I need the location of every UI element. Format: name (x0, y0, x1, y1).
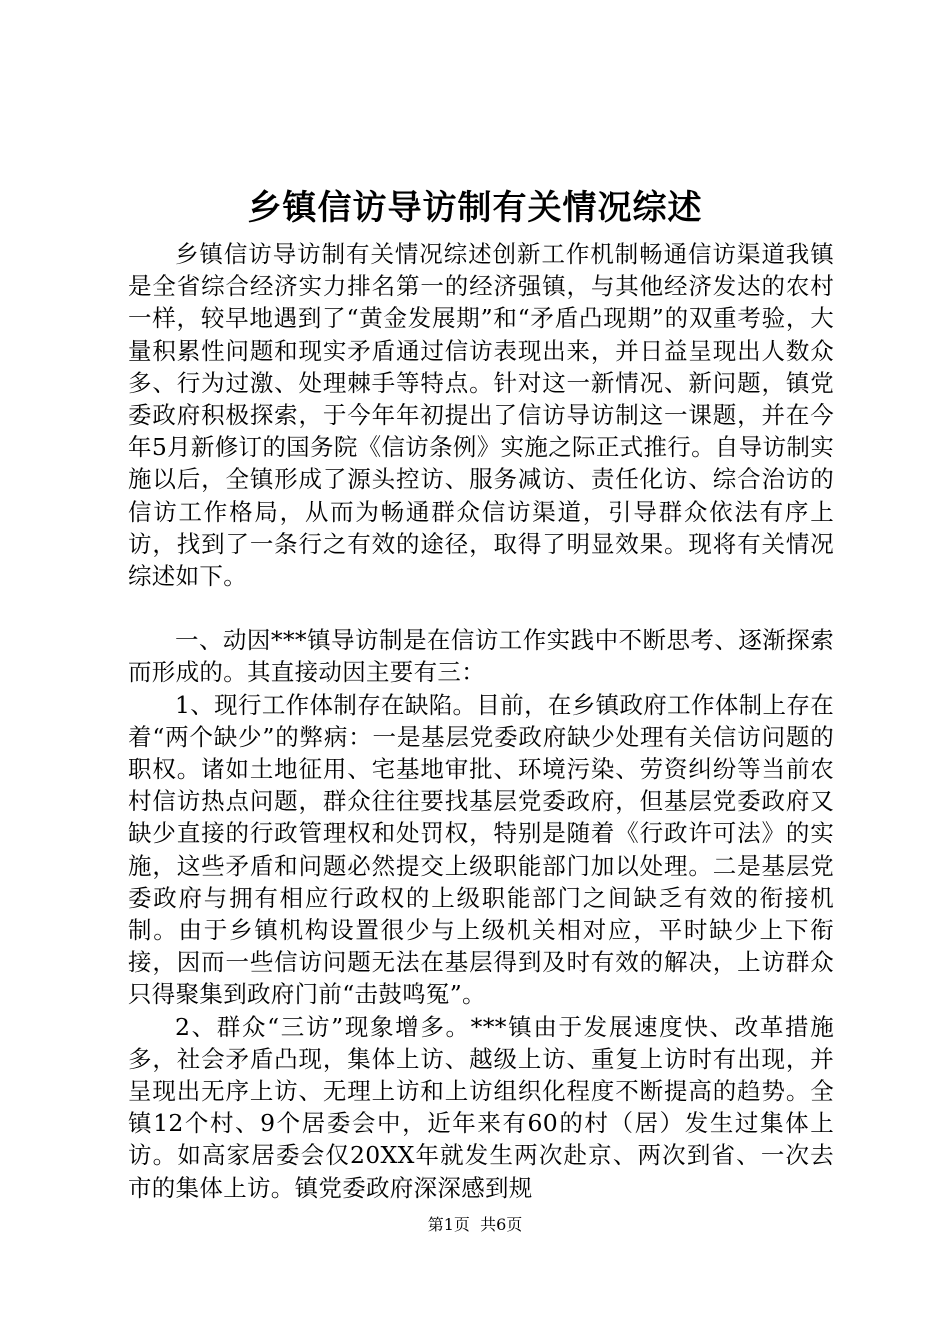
paragraph-intro: 乡镇信访导访制有关情况综述创新工作机制畅通信访渠道我镇是全省综合经济实力排名第一的经济强镇，与其他经济发达的农村一样，较早地遇到了“黄金发展期”和“矛盾凸现期”的双重考验，大量积累性问题和现实矛盾通过信访表现出来，并日益呈现出人数众多、行为过激、处理棘手等特点。针对这一新情况、新问题，镇党委政府积极探索，于今年年初提出了信访导访制这一课题，并在今年5月新修订的国务院《信访条例》实施之际正式推行。自导访制实施以后，全镇形成了源头控访、服务减访、责任化访、综合治访的信访工作格局，从而为畅通群众信访渠道，引导群众依法有序上访，找到了一条行之有效的途径，取得了明显效果。现将有关情况综述如下。 (128, 240, 834, 591)
document-title: 乡镇信访导访制有关情况综述 (247, 188, 703, 228)
paragraph-section-one: 一、动因***镇导访制是在信访工作实践中不断思考、逐渐探索而形成的。其直接动因主要有三： (128, 626, 834, 687)
paragraph-point-one: 1、现行工作体制存在缺陷。目前，在乡镇政府工作体制上存在着“两个缺少”的弊病：一是基层党委政府缺少处理有关信访问题的职权。诸如土地征用、宅基地审批、环境污染、劳资纠纷等当前农村信访热点问题，群众往往要找基层党委政府，但基层党委政府又缺少直接的行政管理权和处罚权，特别是随着《行政许可法》的实施，这些矛盾和问题必然提交上级职能部门加以处理。二是基层党委政府与拥有相应行政权的上级职能部门之间缺乏有效的衔接机制。由于乡镇机构设置很少与上级机关相对应，平时缺少上下衔接，因而一些信访问题无法在基层得到及时有效的解决，上访群众只得聚集到政府门前“击鼓鸣冤”。 (128, 690, 834, 1009)
paragraph-point-two: 2、群众“三访”现象增多。***镇由于发展速度快、改革措施多，社会矛盾凸现，集体上访、越级上访、重复上访时有出现，并呈现出无序上访、无理上访和上访组织化程度不断提高的趋势。全镇12个村、9个居委会中，近年来有60的村（居）发生过集体上访。如高家居委会仅20XX年就发生两次赴京、两次到省、一次去市的集体上访。镇党委政府深深感到规 (128, 1012, 834, 1202)
document-body (128, 238, 834, 1204)
page-number: 第1页 (427, 1215, 470, 1234)
page-total: 共6页 (480, 1215, 523, 1234)
paragraph-spacer (128, 592, 834, 624)
page-footer (0, 1214, 950, 1236)
